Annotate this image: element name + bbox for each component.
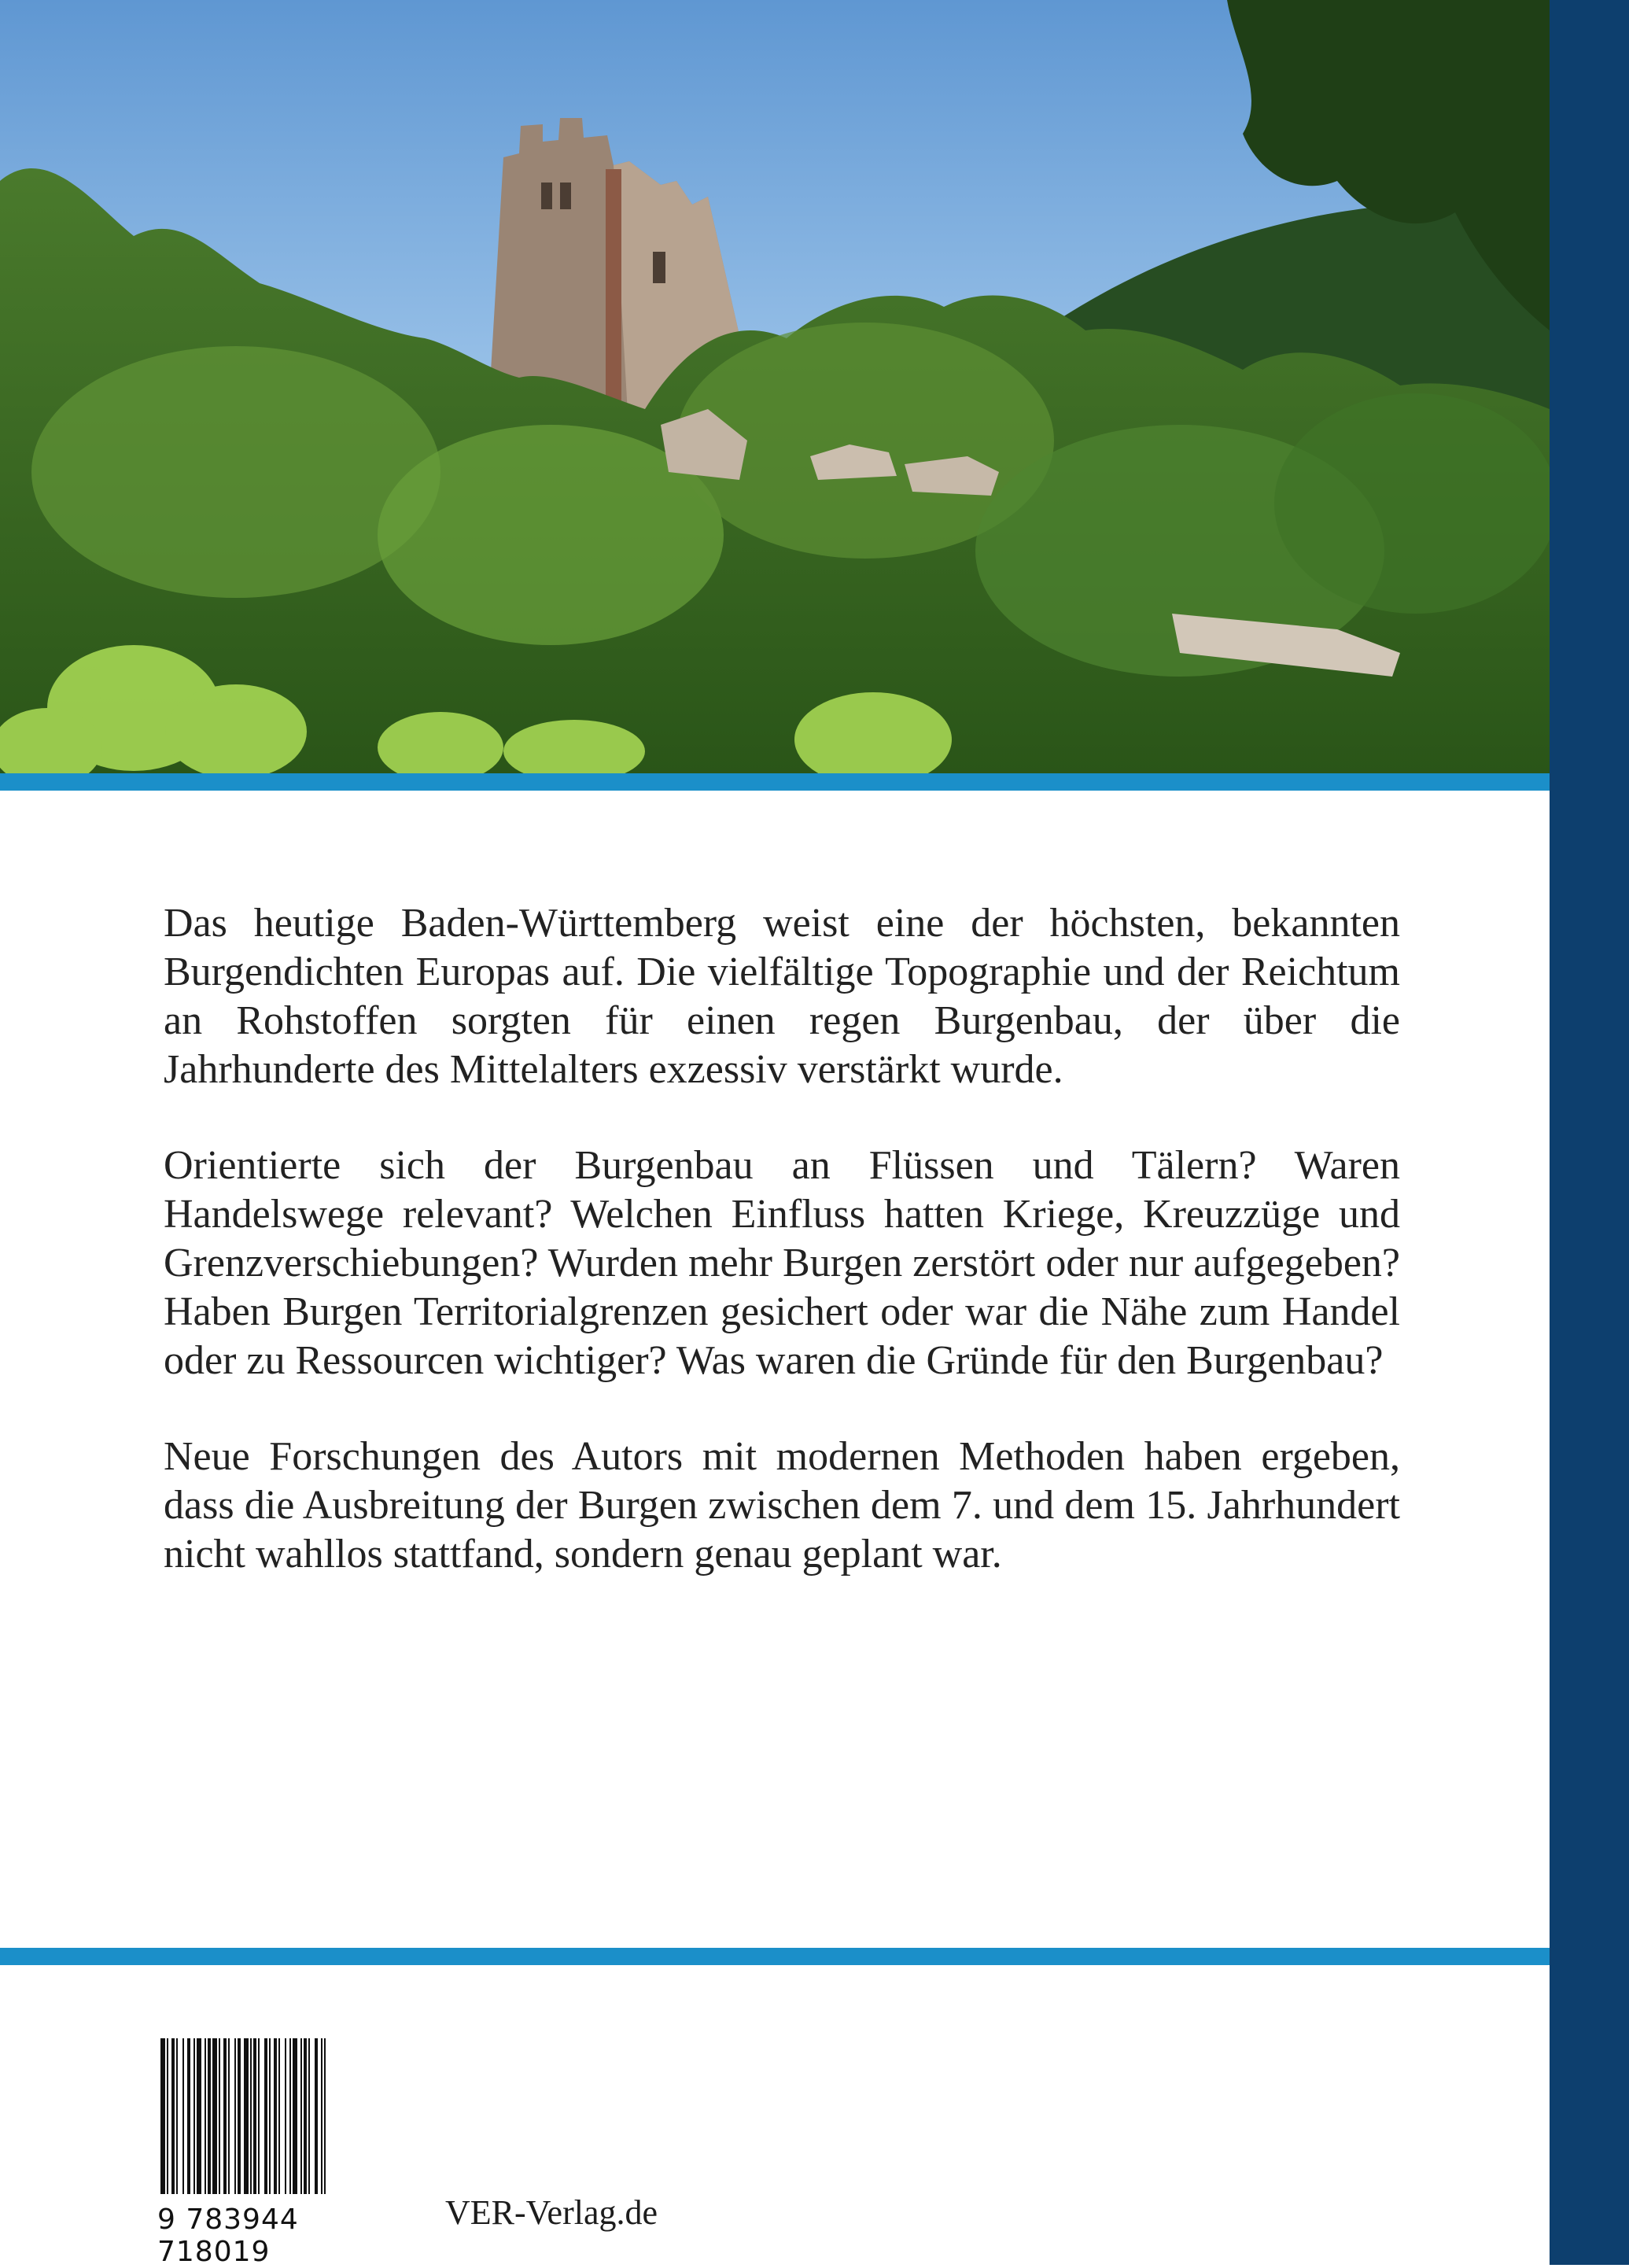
- cover-photo-castle-ruin: [0, 0, 1550, 773]
- barcode-bar: [228, 2038, 230, 2194]
- barcode-bar: [167, 2038, 168, 2194]
- isbn-barcode: [157, 2038, 393, 2268]
- barcode-bar: [171, 2038, 175, 2194]
- barcode-bar: [234, 2038, 236, 2194]
- barcode-bar: [250, 2038, 252, 2194]
- barcode-bar: [176, 2038, 178, 2194]
- publisher-url: VER-Verlag.de: [445, 2193, 658, 2232]
- barcode-bar: [208, 2038, 211, 2194]
- barcode-digits: 9 783944 718019: [157, 2203, 299, 2268]
- barcode-bar: [197, 2038, 201, 2194]
- blurb-paragraph-1: Das heutige Baden-Württemberg weist eine der höchsten, bekannten Burgendichten Europas auf. Die vielfältige Topographie und der Reichtum an Rohstoffen sorgten für einen regen Burgenbau, der über die Jahrhunderte des Mittelalters exzessiv verstärkt wurde.: [164, 901, 1400, 1092]
- barcode-bar: [269, 2038, 271, 2194]
- barcode-bar: [264, 2038, 267, 2194]
- top-accent-rule: [0, 773, 1550, 791]
- barcode-bar: [187, 2038, 190, 2194]
- barcode-bar: [182, 2038, 184, 2194]
- blurb-paragraph-3: Neue Forschungen des Autors mit modernen Methoden haben ergeben, dass die Ausbreitung der Burgen zwischen dem 7. und dem 15. Jahrhundert nicht wahllos stattfand, sondern genau geplant war.: [164, 1434, 1400, 1577]
- barcode-bar: [238, 2038, 241, 2194]
- bottom-accent-rule: [0, 1948, 1550, 1965]
- barcode-bar: [223, 2038, 227, 2194]
- barcode-bar: [293, 2038, 297, 2194]
- barcode-bar: [304, 2038, 307, 2194]
- barcode-bar: [258, 2038, 260, 2194]
- barcode-bar: [219, 2038, 220, 2194]
- barcode-bar: [285, 2038, 286, 2194]
- barcode-bar: [300, 2038, 302, 2194]
- barcode-bar: [253, 2038, 256, 2194]
- barcode-bar: [308, 2038, 310, 2194]
- barcode-bar: [289, 2038, 291, 2194]
- castle-landscape-illustration: [0, 0, 1550, 773]
- blurb-text: [164, 899, 1400, 1626]
- barcode-bar: [321, 2038, 322, 2194]
- barcode-bar: [244, 2038, 249, 2194]
- barcode-bar: [274, 2038, 277, 2194]
- blurb-paragraph-2: Orientierte sich der Burgenbau an Flüssen und Tälern? Waren Handelswege relevant? Welchen Einfluss hatten Kriege, Kreuzzüge und Grenzverschiebungen? Wurden mehr Burgen zerstört oder nur aufgegeben? Haben Burgen Territorialgrenzen gesichert oder war die Nähe zum Handel oder zu Ressourcen wichtiger? Was waren die Gründe für den Burgenbau?: [164, 1143, 1400, 1383]
- barcode-bars: [157, 2038, 393, 2194]
- barcode-bar: [324, 2038, 326, 2194]
- barcode-bar: [160, 2038, 165, 2194]
- barcode-bar: [193, 2038, 195, 2194]
- barcode-bar: [278, 2038, 280, 2194]
- barcode-bar: [205, 2038, 206, 2194]
- barcode-bar: [315, 2038, 318, 2194]
- barcode-bar: [212, 2038, 217, 2194]
- spine-band: [1550, 0, 1629, 2265]
